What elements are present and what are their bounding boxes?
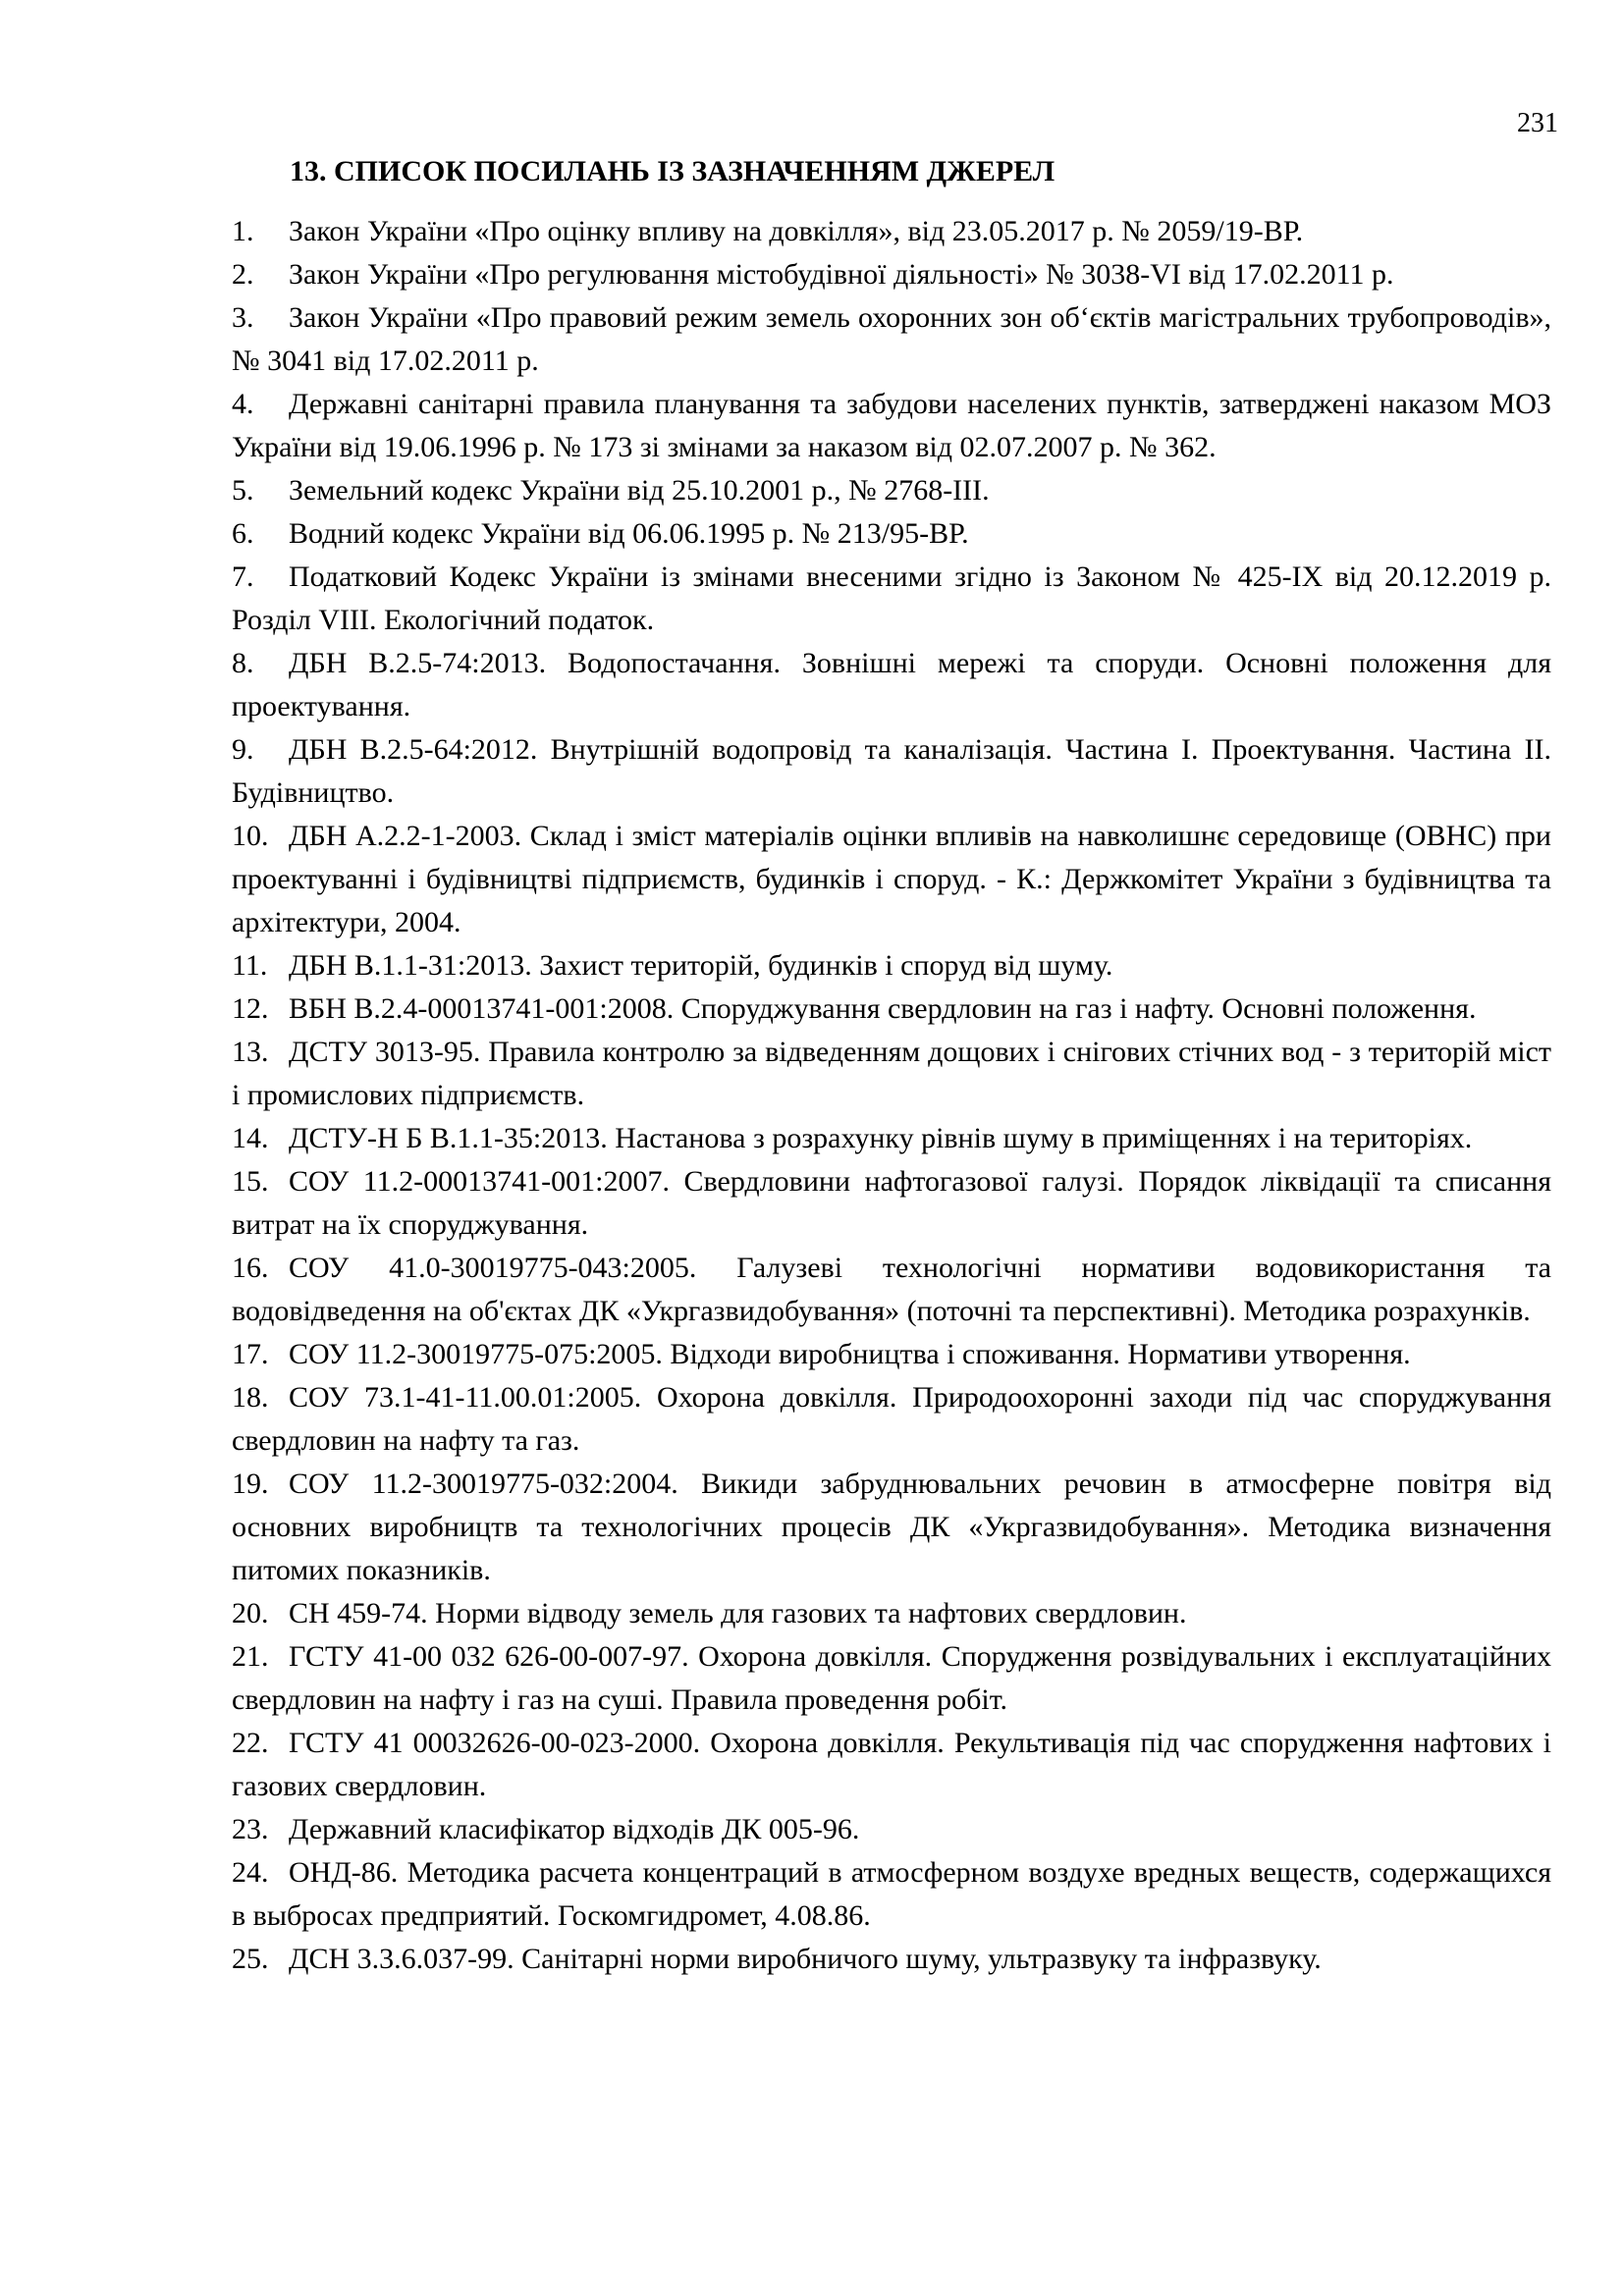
reference-item <box>232 988 1551 1031</box>
page-title: 13. СПИСОК ПОСИЛАНЬ ІЗ ЗАЗНАЧЕННЯМ ДЖЕРЕЛ <box>290 155 1056 187</box>
reference-item <box>232 512 1551 556</box>
reference-number: 5. <box>232 474 254 507</box>
reference-text: Закон України «Про оцінку впливу на довкілля», від 23.05.2017 р. № 2059/19-ВР. <box>289 215 1304 247</box>
reference-number: 8. <box>232 647 254 679</box>
reference-number: 7. <box>232 561 254 593</box>
reference-text: ДБН А.2.2-1-2003. Склад і зміст матеріалів оцінки впливів на навколишнє середовище (ОВНС) при проектуванні і будівництві підприємств, будинків і споруд. - К.: Держкомітет України з будівництва та архітектури, 2004. <box>232 820 1551 938</box>
reference-item <box>232 642 1551 728</box>
reference-text: СОУ 11.2-30019775-075:2005. Відходи виробництва і споживання. Нормативи утворення. <box>289 1338 1411 1370</box>
reference-text: Державні санітарні правила планування та забудови населених пунктів, затверджені наказом МОЗ України від 19.06.1996 р. № 173 зі змінами за наказом від 02.07.2007 р. № 362. <box>232 388 1551 463</box>
reference-item <box>232 1808 1551 1851</box>
reference-text: Земельний кодекс України від 25.10.2001 р., № 2768-ІІІ. <box>289 474 990 507</box>
reference-item <box>232 1160 1551 1247</box>
reference-text: Закон України «Про регулювання містобудівної діяльності» № 3038-VI від 17.02.2011 р. <box>289 258 1394 291</box>
page-number: 231 <box>1517 108 1558 138</box>
reference-number: 14. <box>232 1122 269 1154</box>
reference-number: 24. <box>232 1856 269 1889</box>
reference-text: ДБН В.2.5-74:2013. Водопостачання. Зовнішні мережі та споруди. Основні положення для проектування. <box>232 647 1551 722</box>
reference-text: ОНД-86. Методика расчета концентраций в атмосферном воздухе вредных веществ, содержащихся в выбросах предприятий. Госкомгидромет, 4.08.86. <box>232 1856 1551 1932</box>
reference-item <box>232 383 1551 469</box>
reference-number: 17. <box>232 1338 269 1370</box>
reference-number: 18. <box>232 1381 269 1414</box>
reference-item <box>232 1851 1551 1938</box>
reference-item <box>232 1117 1551 1160</box>
reference-item <box>232 1333 1551 1376</box>
reference-item <box>232 1463 1551 1592</box>
reference-text: ГСТУ 41-00 032 626-00-007-97. Охорона довкілля. Спорудження розвідувальних і експлуатаційних свердловин на нафту і газ на суші. Правила проведення робіт. <box>232 1640 1551 1716</box>
reference-text: ДСН 3.3.6.037-99. Санітарні норми виробничого шуму, ультразвуку та інфразвуку. <box>289 1943 1322 1975</box>
reference-text: Державний класифікатор відходів ДК 005-96. <box>289 1813 860 1845</box>
reference-number: 10. <box>232 820 269 852</box>
reference-text: СОУ 11.2-00013741-001:2007. Свердловини нафтогазової галузі. Порядок ліквідації та списання витрат на їх споруджування. <box>232 1165 1551 1241</box>
reference-item <box>232 1938 1551 1981</box>
reference-text: СОУ 11.2-30019775-032:2004. Викиди забруднювальних речовин в атмосферне повітря від основних виробництв та технологічних процесів ДК «Укргазвидобування». Методика визначення питомих показників. <box>232 1468 1551 1586</box>
reference-text: ДБН В.1.1-31:2013. Захист територій, будинків і споруд від шуму. <box>289 949 1113 982</box>
reference-item <box>232 1247 1551 1333</box>
reference-item <box>232 469 1551 512</box>
reference-text: СОУ 41.0-30019775-043:2005. Галузеві технологічні нормативи водовикористання та водовідведення на об'єктах ДК «Укргазвидобування» (поточні та перспективні). Методика розрахунків. <box>232 1252 1551 1327</box>
reference-item <box>232 1376 1551 1463</box>
reference-number: 23. <box>232 1813 269 1845</box>
reference-text: Водний кодекс України від 06.06.1995 р. № 213/95-ВР. <box>289 517 969 550</box>
reference-text: ВБН В.2.4-00013741-001:2008. Споруджування свердловин на газ і нафту. Основні положення. <box>289 992 1477 1025</box>
reference-number: 22. <box>232 1727 269 1759</box>
reference-list <box>232 210 1551 1981</box>
reference-number: 15. <box>232 1165 269 1198</box>
reference-item <box>232 944 1551 988</box>
reference-number: 16. <box>232 1252 269 1284</box>
reference-item <box>232 556 1551 642</box>
reference-number: 3. <box>232 301 254 334</box>
reference-number: 9. <box>232 733 254 766</box>
reference-item <box>232 1031 1551 1117</box>
reference-number: 25. <box>232 1943 269 1975</box>
reference-item <box>232 253 1551 296</box>
reference-item <box>232 728 1551 815</box>
reference-text: ДБН В.2.5-64:2012. Внутрішній водопровід та каналізація. Частина I. Проектування. Частина II. Будівництво. <box>232 733 1551 809</box>
reference-text: Закон України «Про правовий режим земель охоронних зон об‘єктів магістральних трубопроводів», № 3041 від 17.02.2011 р. <box>232 301 1551 377</box>
reference-item <box>232 1592 1551 1635</box>
reference-item <box>232 296 1551 383</box>
reference-number: 21. <box>232 1640 269 1673</box>
reference-item <box>232 1722 1551 1808</box>
reference-item <box>232 210 1551 253</box>
reference-number: 12. <box>232 992 269 1025</box>
reference-text: СОУ 73.1-41-11.00.01:2005. Охорона довкілля. Природоохоронні заходи під час споруджування свердловин на нафту та газ. <box>232 1381 1551 1457</box>
reference-number: 1. <box>232 215 254 247</box>
reference-number: 4. <box>232 388 254 420</box>
reference-item <box>232 1635 1551 1722</box>
reference-number: 11. <box>232 949 268 982</box>
reference-number: 2. <box>232 258 254 291</box>
reference-text: Податковий Кодекс України із змінами внесеними згідно із Законом № 425-IX від 20.12.2019 р. Розділ VIII. Екологічний податок. <box>232 561 1551 636</box>
reference-text: ДСТУ-Н Б В.1.1-35:2013. Настанова з розрахунку рівнів шуму в приміщеннях і на територіях. <box>289 1122 1473 1154</box>
reference-text: ГСТУ 41 00032626-00-023-2000. Охорона довкілля. Рекультивація під час спорудження нафтових і газових свердловин. <box>232 1727 1551 1802</box>
reference-number: 19. <box>232 1468 269 1500</box>
reference-number: 13. <box>232 1036 269 1068</box>
reference-number: 20. <box>232 1597 269 1629</box>
reference-text: ДСТУ 3013-95. Правила контролю за відведенням дощових і снігових стічних вод - з територій міст і промислових підприємств. <box>232 1036 1551 1111</box>
reference-number: 6. <box>232 517 254 550</box>
reference-item <box>232 815 1551 944</box>
reference-text: СН 459-74. Норми відводу земель для газових та нафтових свердловин. <box>289 1597 1187 1629</box>
